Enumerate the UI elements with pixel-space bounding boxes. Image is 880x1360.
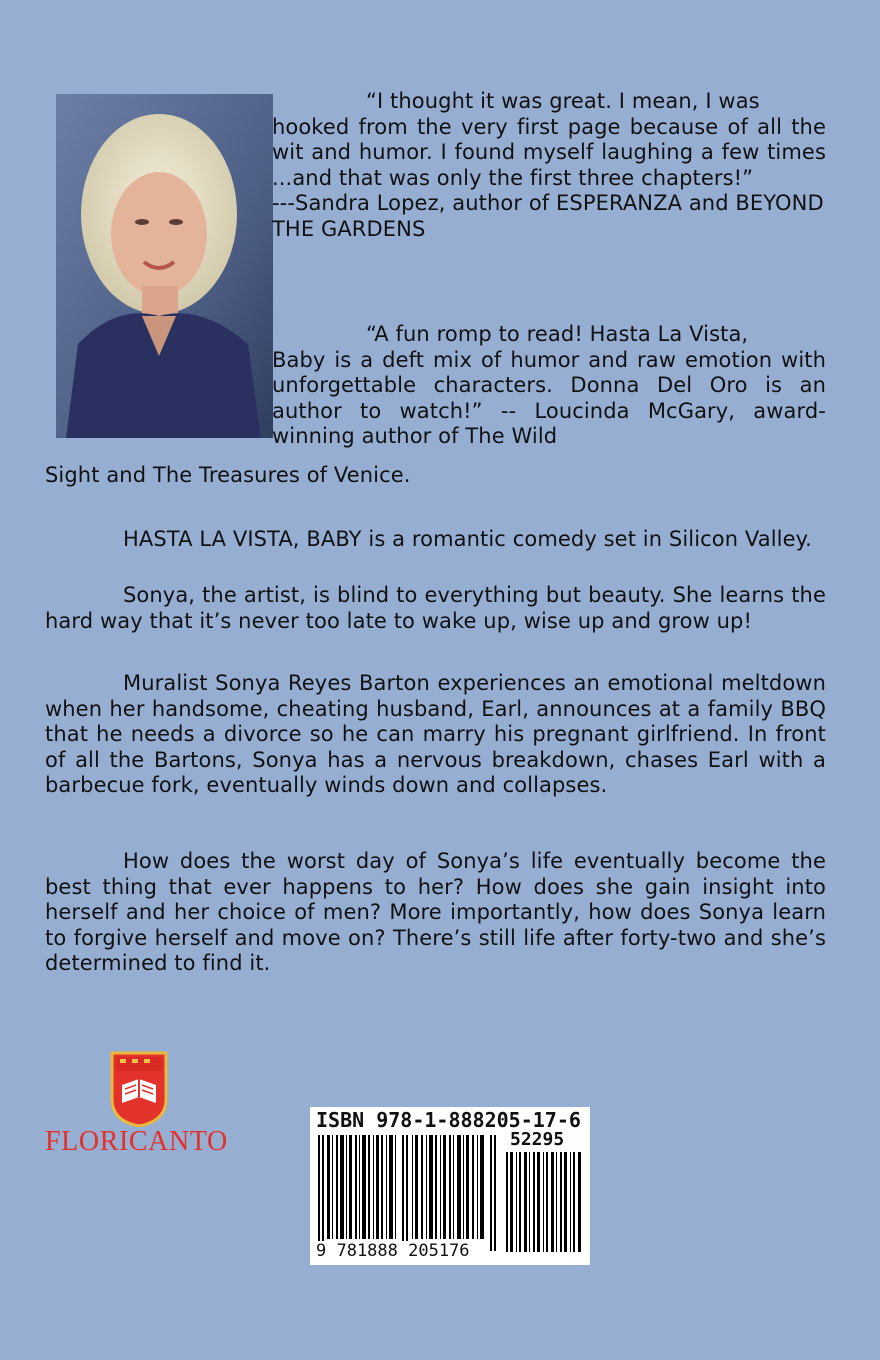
description-paragraph: How does the worst day of Sonya’s life eventually become the best thing that ever happens to her? How does she gain insight into herself and her choice of men? More importantly, how does Sonya learn to forgive herself and move on? There’s still life after forty-two and she’s determined to find it. (45, 849, 826, 976)
review-quote-mcgary (272, 322, 826, 450)
quote-first-line: “I thought it was great. I mean, I was (366, 89, 760, 113)
price-code: 52295 (510, 1129, 565, 1150)
author-photo (56, 94, 273, 438)
isbn-label: ISBN 978-1-888205-17-6 (316, 1108, 581, 1132)
description-paragraph: HASTA LA VISTA, BABY is a romantic comedy set in Silicon Valley. (123, 527, 812, 551)
quote-first-line: “A fun romp to read! Hasta La Vista, (366, 322, 749, 346)
price-addon-bars (504, 1152, 584, 1252)
quote-attribution: ---Sandra Lopez, author of ESPERANZA and BEYOND THE GARDENS (272, 191, 824, 241)
ean-digits: 9 781888 205176 (316, 1241, 470, 1261)
description-paragraph: Muralist Sonya Reyes Barton experiences an emotional meltdown when her handsome, cheating husband, Earl, announces at a family BBQ that he needs a divorce so he can marry his pregnant girlfriend. In front of all the Bartons, Sonya has a nervous breakdown, chases Earl with a barbecue fork, eventually winds down and collapses. (45, 671, 826, 798)
description-paragraph: Sonya, the artist, is blind to everything but beauty. She learns the hard way that it’s never too late to wake up, wise up and grow up! (45, 583, 826, 633)
quote-body: Baby is a deft mix of humor and raw emotion with unforgettable characters. Donna Del Oro is an author to watch!” -- Loucinda McGary, award-winning author of The Wild (272, 347, 826, 449)
quote-tail: Sight and The Treasures of Venice. (45, 463, 411, 487)
publisher-name: FLORICANTO (45, 1126, 228, 1157)
quote-body: hooked from the very first page because of all the wit and humor. I found myself laughing a few times ...and that was only the first three chapters!” (272, 114, 826, 190)
review-quote-lopez (272, 89, 826, 243)
isbn-barcode (310, 1107, 590, 1265)
ean-barcode-bars (316, 1135, 500, 1251)
publisher-logo-icon (110, 1051, 168, 1127)
